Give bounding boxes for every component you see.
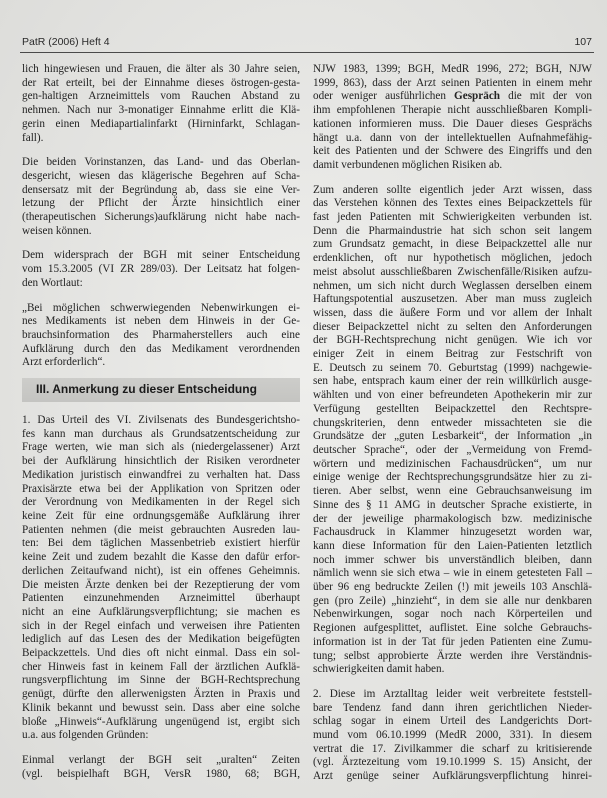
text-line: vom 15.3.2005 (VI ZR 289/03). Der Leitsatz hat folgen- (22, 263, 300, 276)
text-line: noch immer schwer bis unverständlich bleiben, dann (313, 553, 592, 566)
text-block (313, 63, 592, 784)
text-line: (vgl. beispielhaft BGH, VersR 1980, 68; BGH, (22, 767, 300, 780)
text-line: mund vom 06.10.1999 (MedR 2000, 331). In diesem (313, 729, 592, 742)
left-column (22, 63, 300, 781)
text-line: densersatz mit der Begründung ab, dass sie eine Ver- (22, 183, 300, 196)
text-line: nehmen, um sich nicht durch Weglassen derselben einem (313, 279, 592, 292)
text-line: gen-haltigen Arzneimittels vom Rauchen Abstand zu (22, 90, 300, 103)
text-line: letzung der Pflicht der Ärzte hinsichtlich einer (22, 197, 300, 210)
text-line: (therapeutischen Sicherungs)aufklärung nicht habe nach- (22, 211, 300, 224)
text-line: „Bei möglichen schwerwiegenden Nebenwirkungen ei- (22, 301, 300, 314)
text-line: rungsverpflichtung im Sinne der BGH-Rechtsprechung (22, 674, 300, 687)
text-line: weisen können. (22, 224, 92, 237)
text-line: brauchsinformation des Pharmaherstellers auch eine (22, 328, 300, 341)
bold-text-run: Gespräch (454, 90, 501, 103)
text-run: die mit der von (500, 90, 592, 103)
text-line: meist absolut ausschließbaren Zwischenfälle/Risiken aufzu- (313, 265, 592, 278)
text-line: bare Tendenz fand dann ihren gerichtlichen Nieder- (313, 701, 592, 714)
text-line: chungskriterien, denn entweder missachteten sie die (313, 416, 592, 429)
text-line: Die meisten Ärzte denken bei der Rezeptierung der vom (22, 578, 300, 591)
text-line: gerin einen Mediapartialinfarkt (Hirninfarkt, Schlagan- (22, 117, 300, 130)
text-line: über 96 eng bedruckte Zeilen (!) mit jeweils 103 Anschlä- (313, 581, 592, 594)
text-line: wissen, dass die äußere Form und vor allem der Inhalt (313, 306, 592, 319)
text-line: tung; selbst approbierte Ärzte werden ihre Verständnis- (313, 649, 592, 662)
text-line: den Wortlaut: (22, 276, 83, 289)
text-line: Einmal verlangt der BGH seit „uralten“ Zeiten (22, 753, 300, 766)
text-line: Arzt erforderlich“. (22, 356, 106, 369)
text-line: ihm empfohlenen Therapie nicht ausschließbaren Kompli- (313, 104, 592, 117)
text-line (313, 90, 592, 104)
text-line: erdenklichen, oft nur hypothetisch möglichen, jedoch (313, 252, 592, 265)
text-line: Patienten einzunehmenden Arzneimittel überhaupt (22, 592, 300, 605)
text-line: nämlich wenn sie sich etwa – wie in einem getesteten Fall – (313, 567, 592, 580)
text-line: Patienten nehmen (die meist gebrauchten Ausreden lau- (22, 523, 300, 536)
text-line: Regionen aufgesplittet, auflistet. Eine solche Gebrauchs- (313, 622, 592, 635)
paragraph (313, 184, 592, 677)
text-line: deutscher Sprache“, oder der „Vermeidung von Fremd- (313, 443, 592, 456)
journal-issue: PatR (2006) Heft 4 (22, 36, 110, 48)
text-line: schlag sogar in einem Urteil des Landgerichts Dort- (313, 715, 592, 728)
text-line: tieren. Aber selbst, wenn eine Gebrauchsanweisung im (313, 485, 592, 498)
text-line: Denn die Pharmaindustrie hat sich schon seit langem (313, 224, 592, 237)
text-line: nes Medikaments ist neben dem Hinweis in der Ge- (22, 315, 300, 328)
text-line: genügt, dürfte den allerwenigsten Ärzten in Praxis und (22, 688, 300, 701)
text-line: dieser Beipackzettel nicht zu selten den Anforderungen (313, 320, 592, 333)
text-line: wörtern und medizinischen Fachausdrücken“, um nur (313, 457, 592, 470)
text-line: sich in der Regel einfach und verweisen ihre Patienten (22, 619, 300, 632)
text-line: der Verordnung von Medikamenten in der Regel sich (22, 496, 300, 509)
paragraph (22, 156, 300, 238)
text-line: hängt u.a. dann von der intellektuellen Aufnahmefähig- (313, 131, 592, 144)
paragraph (22, 63, 300, 145)
text-line: der BGH-Rechtsprechung nicht genügen. Wie ich vor (313, 334, 592, 347)
paragraph (313, 63, 592, 173)
text-line: derlichen Zeitaufwand nicht), ist ein offenes Geheimnis. (22, 564, 300, 577)
text-line: Grundsätze der „guten Lesbarkeit“, der Information „in (313, 430, 592, 443)
text-line: Praxisärzte etwa bei der Applikation von Spritzen oder (22, 482, 300, 495)
text-line: schwierigkeiten damit haben. (313, 663, 445, 676)
text-line: keit des Patienten und der Schwere des Eingriffs und den (313, 145, 592, 158)
paragraph (22, 414, 300, 743)
text-line: sen habe, entsprach kaum einer der rein willkürlich ausge- (313, 375, 592, 388)
text-line: 2. Diese im Arztalltag leider weit verbreitete feststell- (313, 687, 592, 700)
text-line: Nebenwirkungen, sogar noch nach Körperteilen und (313, 608, 592, 621)
text-line: Verfügung gestellten Beipackzettel den Rechtspre- (313, 402, 592, 415)
text-line: (vgl. Ärztezeitung vom 19.10.1999 S. 15) Ansicht, der (313, 756, 592, 769)
text-line: Zum anderen sollte eigentlich jeder Arzt wissen, dass (313, 183, 592, 196)
text-line: Arzt genüge seiner Aufklärungsverpflichtung hinrei- (313, 770, 592, 783)
text-line: desgericht, wiesen das klägerische Begehren auf Scha- (22, 169, 300, 182)
text-line: information ist in der Tat für jeden Patienten eine Zumu- (313, 635, 592, 648)
running-header (22, 35, 592, 49)
text-line: keine Zeit für eine ordnungsgemäße Aufklärung ihrer (22, 509, 300, 522)
text-line: NJW 1983, 1399; BGH, MedR 1996, 272; BGH, NJW (313, 63, 592, 75)
text-line: einiger Zeit in einem Beitrag zur Festschrift von (313, 348, 592, 361)
text-line: das Verstehen können des Textes eines Beipackzettels für (313, 197, 592, 210)
right-column (313, 63, 592, 784)
text-line: gen (pro Zeile) „hinzieht“, in dem sie alle nur denkbaren (313, 594, 592, 607)
text-line: bei der Aufklärung hinsichtlich der Risiken verordneter (22, 455, 300, 468)
text-line: damit verbundenen möglichen Risiken ab. (313, 158, 503, 171)
text-line: Beipackzettels. Und dies oft nicht einmal. Dass ein sol- (22, 647, 300, 660)
text-line: Frage werten, wie man sich als (niedergelassener) Arzt (22, 441, 300, 454)
paragraph (22, 754, 300, 781)
text-line: nehmen. Nach nur 3-monatiger Einnahme erlitt die Klä- (22, 104, 300, 117)
text-line: kann diese Information für den Laien-Patienten letztlich (313, 539, 592, 552)
section-heading-bar (22, 378, 300, 402)
text-line: Die beiden Vorinstanzen, das Land- und das Oberlan- (22, 156, 300, 169)
text-line: nicht an eine Aufklärungsverpflichtung; sie machen es (22, 605, 300, 618)
header-rule (20, 52, 594, 53)
text-line: vertrat die 17. Zivilkammer die scharf zu kritisierende (313, 742, 592, 755)
text-line: Aufklärung durch den das Medikament verordnenden (22, 342, 300, 355)
text-line: E. Deutsch zu seinem 70. Geburtstag (1999) nachgewie- (313, 361, 592, 374)
text-line: Sinne des § 11 AMG in deutscher Sprache existierte, in (313, 498, 592, 511)
section-heading: III. Anmerkung zu dieser Entscheidung (36, 382, 257, 397)
text-line: ten: Bei dem täglichen Massenbetrieb existiert hierfür (22, 537, 300, 550)
text-block (22, 414, 300, 781)
text-line: u.a. aus folgenden Gründen: (22, 729, 149, 742)
text-line: fes kann man durchaus als Grundsatzentscheidung zur (22, 427, 300, 440)
text-block (22, 63, 300, 370)
text-line: cher Hinweis fast in keinem Fall der ärztlichen Aufklä- (22, 660, 300, 673)
text-line: der der jeweilige pharmakologisch bzw. medizinische (313, 512, 592, 525)
text-line: lediglich auf das Lesen des der Medikation beigefügten (22, 633, 300, 646)
page-number: 107 (574, 36, 592, 48)
paragraph (22, 249, 300, 290)
text-line: 1. Das Urteil des VI. Zivilsenats des Bundesgerichtsho- (22, 414, 300, 427)
text-line: zum Grundsatz gemacht, in diese Beipackzettel alle nur (313, 238, 592, 251)
text-line: Fachausdruck in Klammer hinzugesetzt worden war, (313, 526, 592, 539)
text-run: oder weniger ausführlichen (313, 90, 455, 103)
text-line: der Rat erteilt, bei der Einnahme dieses östrogen-gesta- (22, 76, 300, 89)
text-line: Dem widersprach der BGH mit seiner Entscheidung (22, 249, 300, 262)
text-line: Medikation juristisch einwandfrei zu verhalten hat. Dass (22, 468, 300, 481)
text-line: einige wenige der Rechtsprechungsgrundsätze hier zu zi- (313, 471, 592, 484)
text-line: bloße „Hinweis“-Aufklärung ungenügend ist, ergibt sich (22, 715, 300, 728)
text-line: lich hingewiesen und Frauen, die älter als 30 Jahre seien, (22, 63, 300, 75)
text-line: fast jeden Patienten mit Schwierigkeiten verbunden ist. (313, 211, 592, 224)
text-line: Klinik bekannt und bewusst sein. Dass aber eine solche (22, 701, 300, 714)
paragraph (313, 688, 592, 784)
text-line: fall). (22, 131, 44, 144)
paragraph (22, 302, 300, 371)
text-line: 1999, 863), dass der Arzt seinen Patienten in einem mehr (313, 76, 592, 89)
text-line: wählten und von einer befreundeten Apothekerin mir zur (313, 389, 592, 402)
text-line: Haftungspotential auszusetzen. Aber man muss zugleich (313, 293, 592, 306)
text-line: keine Zeit und zudem bezahlt die Kasse den dafür erfor- (22, 551, 300, 564)
text-line: kationen informieren muss. Die Dauer dieses Gesprächs (313, 117, 592, 130)
